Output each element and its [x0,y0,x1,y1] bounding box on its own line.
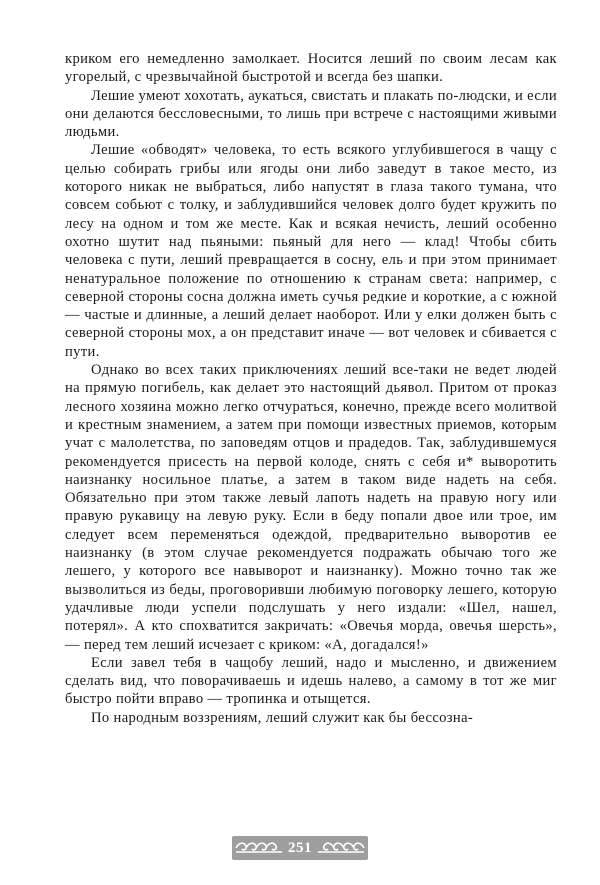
paragraph: Лешие умеют хохотать, аукаться, свистать и плакать по-людски, и если они делаются бессловесными, то лишь при встрече с настоящими живыми людьми. [65,87,557,141]
paragraph: Если завел тебя в чащобу леший, надо и мысленно, и движением сделать вид, что поворачиваешь и идешь налево, а самому в тот же миг быстро пойти вправо — тропинка и отыщется. [65,654,557,708]
page-number: 251 [288,839,312,856]
page-footer [0,836,600,860]
paragraph: По народным воззрениям, леший служит как бы бессозна- [91,709,474,726]
paragraph: криком его немедленно замолкает. Носится леший по своим лесам как угорелый, с чрезвычайной быстротой и всегда без шапки. [65,51,557,86]
paragraph: Лешие «обводят» человека, то есть всякого углубившегося в чащу с целью собирать грибы или ягоды они либо заведут в такое место, из которого никак не выбраться, либо напустят в глаза такого тумана, что совсем собьют с толку, и заблудившийся человек долго будет кружить по лесу на одном и том же месте. Как и всякая нечисть, леший особенно охотно шутит над пьяными: пьяный для него — клад! Чтобы сбить человека с пути, леший превращается в сосну, ель и при этом принимает ненатуральное положение по отношению к странам света: например, с северной стороны сосна должна иметь сучья редкие и короткие, а с южной — частые и длинные, а леший делает наоборот. Или у елки должен быть с северной стороны мох, а он представит иначе — вот человек и сбивается с пути. [65,142,557,360]
page-body [65,50,557,727]
left-scroll-ornament-icon [234,839,284,857]
paragraph: Однако во всех таких приключениях леший все-таки не ведет людей на прямую погибель, как делает это настоящий дьявол. Притом от проказ лесного хозяина можно легко отчураться, конечно, прежде всего молитвой и крестным знамением, а затем при помощи известных приемов, которым учат с малолетства, по заповедям отцов и прадедов. Так, заблудившемуся рекомендуется присесть на первой колоде, снять с себя и* выворотить наизнанку носильное платье, а затем в таком виде надеть на себя. Обязательно при этом также левый лапоть надеть на правую ногу или правую рукавицу на левую руку. Если в беду попали двое или трое, им следует всем переменяться одеждой, предварительно выворотив ее наизнанку (в этом случае рекомендуется подражать обычаю того же лешего, у которого все навыворот и наизнанку). Можно точно так же вызволиться из беды, проговоривши любимую поговорку лешего, которую удачливые люди успели подслушать у него издали: «Шел, нашел, потерял». А кто спохватится закричать: «Овечья морда, овечья шерсть», — перед тем леший исчезает с криком: «А, догадался!» [65,362,557,653]
folio-plate [232,836,368,860]
right-scroll-ornament-icon [316,839,366,857]
